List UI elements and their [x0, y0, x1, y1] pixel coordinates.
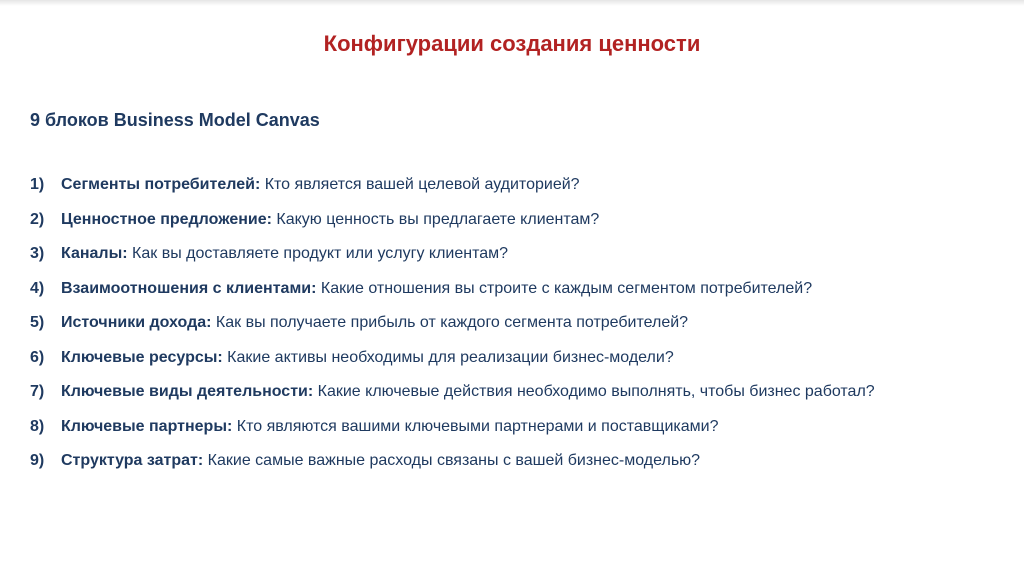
item-text: Кто являются вашими ключевыми партнерами и поставщиками? [232, 417, 719, 435]
list-item [30, 243, 976, 265]
item-body [61, 450, 976, 472]
list-item [30, 416, 976, 438]
item-number: 7) [30, 383, 45, 400]
item-number: 5) [30, 314, 45, 331]
list-item [30, 312, 976, 334]
item-term: Взаимоотношения с клиентами: [61, 279, 317, 297]
item-body [61, 381, 976, 403]
item-text: Какие ключевые действия необходимо выполнять, чтобы бизнес работал? [313, 383, 875, 400]
item-term: Каналы: [61, 245, 128, 262]
item-term: Ключевые ресурсы: [61, 348, 223, 366]
list-item [30, 278, 976, 300]
item-text: Как вы получаете прибыль от каждого сегмента потребителей? [211, 314, 689, 331]
item-body [61, 416, 976, 438]
list-item [30, 450, 976, 472]
slide-title: Конфигурации создания ценности [323, 31, 701, 56]
item-term: Ключевые партнеры: [61, 417, 233, 435]
top-shadow [0, 0, 1024, 6]
item-term: Ключевые виды деятельности: [61, 383, 314, 400]
item-term: Ценностное предложение: [61, 210, 272, 228]
item-body [61, 278, 976, 300]
item-number: 2) [30, 210, 45, 228]
item-number: 6) [30, 348, 45, 366]
item-term: Структура затрат: [61, 452, 204, 469]
item-text: Кто является вашей целевой аудиторией? [260, 176, 580, 193]
item-number: 1) [30, 176, 45, 193]
item-body [61, 243, 976, 265]
list-item [30, 209, 976, 231]
item-term: Источники дохода: [61, 314, 212, 331]
item-body [61, 209, 976, 231]
slide-subtitle: 9 блоков Business Model Canvas [30, 110, 320, 130]
list-item [30, 174, 976, 196]
item-text: Какие активы необходимы для реализации бизнес-модели? [222, 348, 674, 366]
item-text: Какие самые важные расходы связаны с вашей бизнес-моделью? [203, 452, 701, 469]
canvas-blocks-list [30, 174, 976, 485]
item-text: Как вы доставляете продукт или услугу клиентам? [127, 245, 509, 262]
item-number: 4) [30, 279, 45, 297]
list-item [30, 347, 976, 369]
item-number: 8) [30, 417, 45, 435]
item-text: Какую ценность вы предлагаете клиентам? [271, 210, 600, 228]
list-item [30, 381, 976, 403]
item-body [61, 347, 976, 369]
item-number: 9) [30, 452, 45, 469]
item-body [61, 174, 976, 196]
item-body [61, 312, 976, 334]
item-term: Сегменты потребителей: [61, 176, 261, 193]
item-text: Какие отношения вы строите с каждым сегментом потребителей? [316, 279, 813, 297]
item-number: 3) [30, 245, 45, 262]
